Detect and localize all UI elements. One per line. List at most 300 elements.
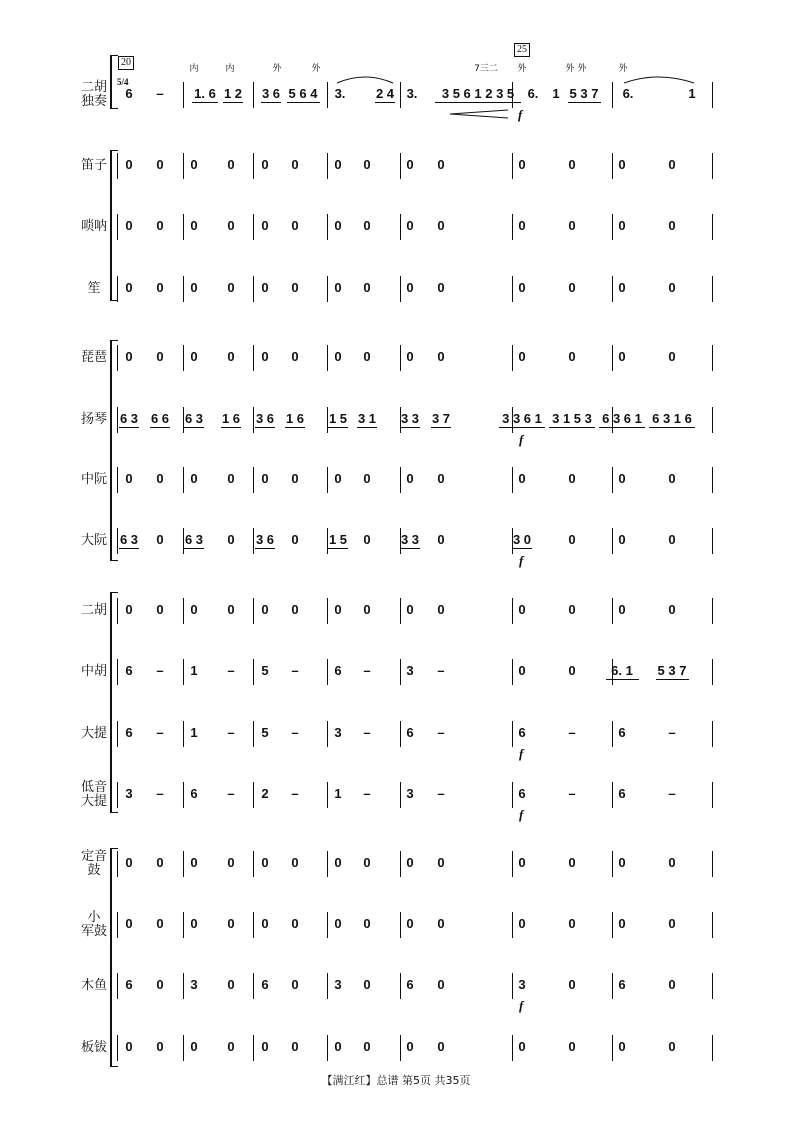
note: 0: [406, 602, 414, 617]
note: 0: [618, 349, 626, 364]
beam: [223, 102, 243, 103]
beam: [255, 427, 275, 428]
percussion-bracket: [110, 848, 112, 1066]
beam: [400, 548, 420, 549]
note: 0: [334, 349, 342, 364]
barline: [183, 973, 184, 999]
barline-start: [117, 851, 118, 877]
barline: [253, 912, 254, 938]
note: 0: [156, 157, 164, 172]
instrument-label-line: 笛子: [80, 158, 107, 173]
note: 0: [406, 471, 414, 486]
barline: [612, 467, 613, 493]
barline-start: [117, 912, 118, 938]
percussion-bracket-top: [110, 848, 118, 849]
barline: [327, 82, 328, 108]
strings-bracket-bottom: [110, 812, 118, 813]
barline: [712, 851, 713, 877]
instrument-label: [74, 534, 114, 548]
note: –: [363, 663, 371, 678]
barline: [400, 659, 401, 685]
beam: [261, 102, 281, 103]
barline: [400, 851, 401, 877]
beam: [656, 679, 689, 680]
instrument-label-line: 木鱼: [80, 978, 107, 993]
note: 3 3: [400, 411, 420, 426]
note: 0: [518, 916, 526, 931]
note: 0: [363, 1039, 371, 1054]
beam: [328, 548, 348, 549]
beam: [400, 427, 420, 428]
barline: [253, 659, 254, 685]
barline: [253, 1035, 254, 1061]
barline: [253, 598, 254, 624]
note: 0: [227, 157, 235, 172]
solo-note: 3.: [406, 86, 418, 101]
barline: [612, 598, 613, 624]
note: 0: [363, 471, 371, 486]
note: 0: [156, 916, 164, 931]
note: –: [437, 725, 445, 740]
solo-note: 3 6: [261, 86, 281, 101]
plucked-bracket: [110, 340, 112, 560]
note: 0: [363, 532, 371, 547]
barline: [400, 1035, 401, 1061]
barline: [327, 1035, 328, 1061]
barline: [253, 973, 254, 999]
note: 0: [518, 1039, 526, 1054]
note: 0: [291, 977, 299, 992]
barline: [712, 528, 713, 554]
solo-note: 1: [552, 86, 560, 101]
note: 0: [568, 471, 576, 486]
barline: [327, 973, 328, 999]
note: 0: [568, 663, 576, 678]
note: 0: [291, 471, 299, 486]
barline: [712, 153, 713, 179]
strings-bracket: [110, 592, 112, 812]
note: 0: [261, 855, 269, 870]
note: 6: [406, 977, 414, 992]
note: 0: [568, 349, 576, 364]
barline: [400, 214, 401, 240]
barline: [712, 407, 713, 433]
note: 0: [437, 349, 445, 364]
barline: [512, 214, 513, 240]
note: 0: [437, 218, 445, 233]
note: 0: [668, 602, 676, 617]
barline: [253, 407, 254, 433]
note: 0: [261, 280, 269, 295]
note: 0: [125, 916, 133, 931]
note: 6: [518, 786, 526, 801]
note: 0: [437, 280, 445, 295]
instrument-label: [74, 159, 114, 173]
barline: [253, 276, 254, 302]
instrument-label-line: 二胡: [80, 80, 107, 95]
barline: [327, 407, 328, 433]
note: 0: [156, 855, 164, 870]
note: –: [156, 663, 164, 678]
barline: [512, 1035, 513, 1061]
instrument-label-line: 中阮: [80, 472, 107, 487]
barline: [327, 912, 328, 938]
note: –: [568, 786, 576, 801]
barline: [183, 276, 184, 302]
note: 0: [227, 280, 235, 295]
note: 6 3: [119, 532, 139, 547]
barline: [253, 214, 254, 240]
barline: [327, 528, 328, 554]
solo-note: 6: [125, 86, 133, 101]
note: 0: [568, 532, 576, 547]
note: 0: [437, 602, 445, 617]
note: 0: [518, 602, 526, 617]
note: 0: [668, 280, 676, 295]
note: 1: [334, 786, 342, 801]
note: 0: [406, 218, 414, 233]
barline-start: [117, 659, 118, 685]
barline: [327, 214, 328, 240]
beam: [599, 427, 645, 428]
instrument-label-line: 鼓: [87, 863, 101, 878]
note: 5: [261, 663, 269, 678]
instrument-label: [74, 282, 114, 296]
solo-note: 6.: [527, 86, 539, 101]
note: –: [291, 786, 299, 801]
bowing-mark: 内: [225, 64, 235, 74]
note: 0: [406, 349, 414, 364]
note: 0: [291, 916, 299, 931]
solo-note: 1 2: [223, 86, 243, 101]
barline: [712, 782, 713, 808]
note: 0: [518, 855, 526, 870]
note: 6: [334, 663, 342, 678]
barline: [612, 528, 613, 554]
note: 3 3: [400, 532, 420, 547]
note: 0: [406, 855, 414, 870]
note: 0: [518, 157, 526, 172]
barline: [327, 467, 328, 493]
note: 6 3: [184, 532, 204, 547]
note: –: [668, 786, 676, 801]
barline: [183, 598, 184, 624]
note: 3 1 5 3: [552, 411, 592, 426]
barline: [512, 345, 513, 371]
instrument-label: [74, 727, 114, 741]
barline: [183, 407, 184, 433]
barline: [512, 598, 513, 624]
dynamic-marking: f: [519, 998, 524, 1013]
instrument-label: [74, 473, 114, 487]
note: 0: [618, 602, 626, 617]
note: 6: [618, 786, 626, 801]
barline-start: [117, 528, 118, 554]
barline: [183, 851, 184, 877]
instrument-label: [74, 911, 114, 939]
beam: [255, 548, 275, 549]
barline: [612, 782, 613, 808]
instrument-label-line: 琵琶: [80, 350, 107, 365]
dynamic-marking: f: [519, 746, 524, 761]
instrument-label: [74, 604, 114, 618]
note: 0: [190, 157, 198, 172]
instrument-label-line: 大提: [80, 794, 107, 809]
instrument-label-line: 军鼓: [80, 924, 107, 939]
note: 6: [618, 977, 626, 992]
note: 0: [618, 218, 626, 233]
note: 6 3 1 6: [652, 411, 692, 426]
instrument-label-line: 扬琴: [80, 412, 107, 427]
note: 0: [334, 471, 342, 486]
note: 0: [227, 349, 235, 364]
bowing-mark: 外: [565, 64, 575, 74]
measure-number-20: 20: [118, 56, 134, 70]
instrument-label: [74, 1041, 114, 1055]
note: 0: [227, 532, 235, 547]
barline: [183, 345, 184, 371]
barline-start: [117, 276, 118, 302]
note: 0: [363, 916, 371, 931]
note: 6: [125, 725, 133, 740]
beam: [184, 427, 204, 428]
note: 1: [190, 663, 198, 678]
barline: [712, 721, 713, 747]
note: –: [227, 786, 235, 801]
barline-start: [117, 153, 118, 179]
note: 6 6: [150, 411, 170, 426]
beam: [435, 102, 521, 103]
barline-start: [117, 214, 118, 240]
note: 0: [190, 1039, 198, 1054]
note: 3 0: [512, 532, 532, 547]
note: 0: [406, 1039, 414, 1054]
solo-note: 5 6 4: [288, 86, 318, 101]
note: 0: [437, 977, 445, 992]
note: 0: [437, 471, 445, 486]
note: 0: [437, 1039, 445, 1054]
barline: [612, 851, 613, 877]
barline: [400, 82, 401, 108]
beam: [221, 427, 241, 428]
note: 0: [227, 471, 235, 486]
beam: [499, 427, 545, 428]
barline: [183, 82, 184, 108]
note: 0: [227, 977, 235, 992]
instrument-label: [74, 665, 114, 679]
note: 0: [518, 218, 526, 233]
beam: [375, 102, 395, 103]
instrument-label-line: 二胡: [80, 603, 107, 618]
barline: [712, 598, 713, 624]
barline: [512, 782, 513, 808]
note: 6: [125, 663, 133, 678]
note: 0: [363, 855, 371, 870]
note: 0: [227, 218, 235, 233]
note: 0: [156, 218, 164, 233]
solo-note: 2 4: [375, 86, 395, 101]
note: 1 5: [328, 411, 348, 426]
barline: [612, 721, 613, 747]
beam: [549, 427, 595, 428]
note: 0: [156, 977, 164, 992]
note: 0: [291, 1039, 299, 1054]
barline: [612, 973, 613, 999]
dynamic-marking-solo: f: [518, 107, 523, 122]
barline: [712, 276, 713, 302]
barline: [612, 153, 613, 179]
note: 0: [363, 218, 371, 233]
barline: [712, 659, 713, 685]
barline: [712, 82, 713, 108]
note: 0: [125, 1039, 133, 1054]
note: 0: [668, 977, 676, 992]
note: 0: [190, 280, 198, 295]
beam: [606, 679, 639, 680]
instrument-label-line: 低音: [80, 780, 107, 795]
note: 0: [363, 280, 371, 295]
note: 0: [156, 280, 164, 295]
note: 0: [334, 602, 342, 617]
barline: [712, 1035, 713, 1061]
note: 6: [406, 725, 414, 740]
note: 0: [334, 280, 342, 295]
barline: [327, 721, 328, 747]
note: 0: [568, 916, 576, 931]
barline: [327, 659, 328, 685]
solo-brace-top: [110, 55, 118, 56]
note: 0: [406, 157, 414, 172]
solo-note: 1. 6: [194, 86, 216, 101]
barline: [183, 528, 184, 554]
barline-start: [117, 1035, 118, 1061]
note: 3: [334, 725, 342, 740]
note: 3: [518, 977, 526, 992]
note: 0: [190, 855, 198, 870]
note: 3: [125, 786, 133, 801]
note: 0: [518, 349, 526, 364]
barline: [400, 276, 401, 302]
instrument-label: [74, 413, 114, 427]
note: 0: [334, 157, 342, 172]
note: 0: [518, 280, 526, 295]
bowing-mark: 内: [189, 64, 199, 74]
plucked-bracket-top: [110, 340, 118, 341]
note: 0: [568, 157, 576, 172]
note: 0: [156, 471, 164, 486]
note: 6: [618, 725, 626, 740]
bowing-mark: 外: [577, 64, 587, 74]
note: –: [291, 725, 299, 740]
note: 0: [125, 218, 133, 233]
beam: [192, 102, 218, 103]
note: 0: [568, 602, 576, 617]
solo-note: 5 3 7: [569, 86, 599, 101]
barline: [400, 153, 401, 179]
solo-note: 3.: [334, 86, 346, 101]
note: 0: [437, 532, 445, 547]
beam: [287, 102, 320, 103]
dynamic-marking: f: [519, 432, 524, 447]
note: 3: [406, 786, 414, 801]
time-signature: 5/4: [117, 77, 129, 87]
barline: [712, 467, 713, 493]
beam: [150, 427, 170, 428]
note: 0: [668, 855, 676, 870]
barline-start: [117, 467, 118, 493]
note: –: [156, 725, 164, 740]
note: 0: [437, 855, 445, 870]
barline: [712, 912, 713, 938]
note: 3: [406, 663, 414, 678]
barline: [183, 721, 184, 747]
note: 0: [668, 157, 676, 172]
note: 1 5: [328, 532, 348, 547]
barline: [612, 276, 613, 302]
beam: [649, 427, 695, 428]
dynamic-marking: f: [519, 553, 524, 568]
barline: [512, 276, 513, 302]
note: 1: [190, 725, 198, 740]
slur: [335, 73, 397, 85]
note: 0: [261, 471, 269, 486]
note: 0: [227, 855, 235, 870]
percussion-bracket-bottom: [110, 1066, 118, 1067]
instrument-label-line: 独奏: [80, 94, 107, 109]
beam: [184, 548, 204, 549]
winds-bracket-top: [110, 150, 118, 151]
note: 6: [190, 786, 198, 801]
barline: [400, 912, 401, 938]
note: 0: [618, 532, 626, 547]
note: 0: [518, 663, 526, 678]
note: 0: [618, 855, 626, 870]
barline: [327, 782, 328, 808]
barline: [327, 851, 328, 877]
note: 0: [291, 602, 299, 617]
note: 3: [190, 977, 198, 992]
note: 0: [668, 218, 676, 233]
barline: [612, 912, 613, 938]
barline: [512, 912, 513, 938]
note: 3 1: [357, 411, 377, 426]
strings-bracket-top: [110, 592, 118, 593]
barline: [183, 782, 184, 808]
note: 3 3 6 1: [502, 411, 542, 426]
note: –: [363, 786, 371, 801]
barline: [183, 1035, 184, 1061]
beam: [357, 427, 377, 428]
instrument-label-line: 中胡: [80, 664, 107, 679]
note: 0: [156, 1039, 164, 1054]
note: 0: [568, 1039, 576, 1054]
note: 0: [618, 157, 626, 172]
note: 0: [125, 157, 133, 172]
note: 0: [190, 349, 198, 364]
note: 0: [291, 280, 299, 295]
barline: [253, 82, 254, 108]
note: 0: [518, 471, 526, 486]
note: 6 3 6 1: [602, 411, 642, 426]
note: 0: [125, 602, 133, 617]
barline: [183, 659, 184, 685]
beam: [512, 548, 532, 549]
barline: [712, 214, 713, 240]
note: 0: [190, 218, 198, 233]
barline: [612, 1035, 613, 1061]
instrument-label-line: 板钹: [80, 1040, 107, 1055]
note: 0: [618, 916, 626, 931]
